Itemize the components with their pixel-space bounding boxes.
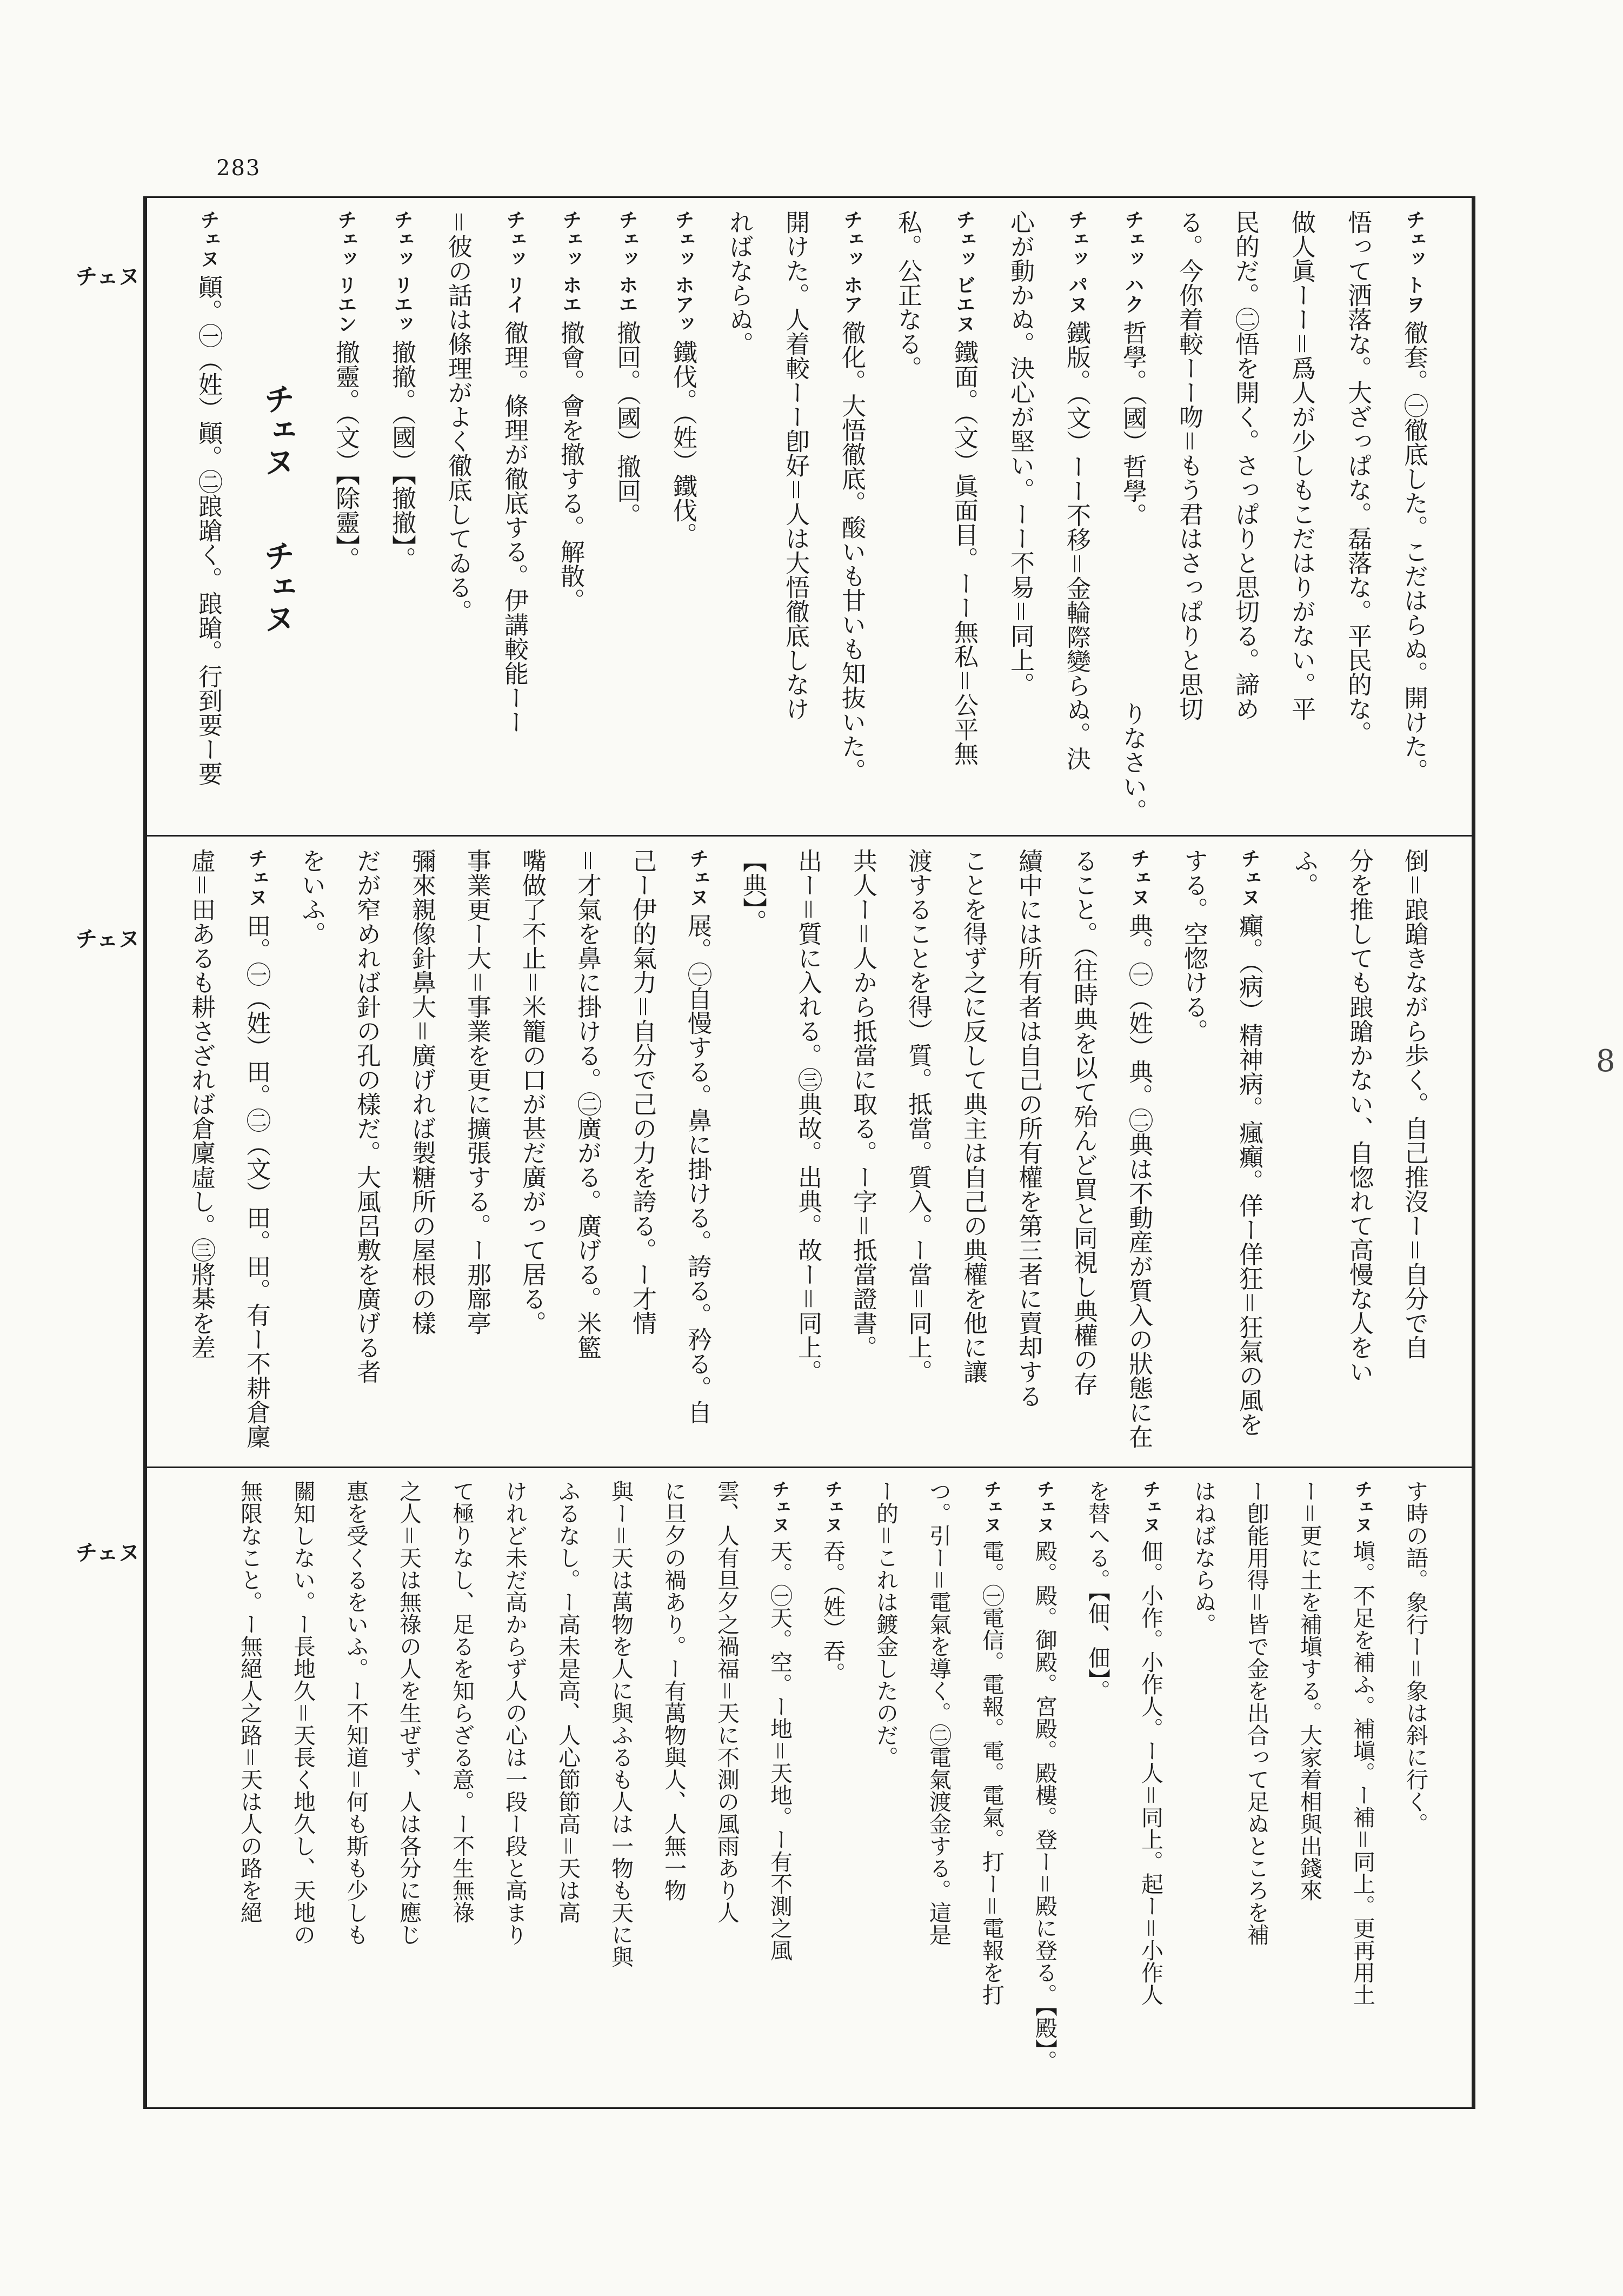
entry-headword: チェヌ bbox=[197, 210, 219, 268]
text-column bbox=[430, 210, 486, 830]
entry-text: ふ。 bbox=[1290, 848, 1319, 897]
entry-column bbox=[1048, 210, 1105, 830]
page-frame bbox=[143, 196, 1475, 2109]
entry-text: 徹理。條理が徹底する。伊講較能ーー bbox=[500, 320, 529, 734]
entry-text: 佃。小作。小作人。ー人＝同上。起ー＝小作人 bbox=[1138, 1540, 1163, 2006]
entry-text: 癲。（病）精神病。瘋癲。佯ー佯狂＝狂氣の風を bbox=[1235, 913, 1263, 1437]
entry-text: 鐵伐。（姓）鐵伐。 bbox=[669, 340, 697, 547]
entry-headword: チェヌ bbox=[1034, 1480, 1055, 1534]
text-column bbox=[504, 848, 560, 1461]
text-column bbox=[992, 210, 1048, 830]
text-column bbox=[541, 1480, 594, 2102]
text-column bbox=[880, 210, 936, 830]
adjacent-page-fragment: 8 bbox=[1596, 1044, 1615, 1079]
entry-text: 己ー伊的氣力＝自分で己の力を誇る。ー才情 bbox=[628, 848, 657, 1336]
entry-column bbox=[670, 848, 725, 1461]
page-number: 283 bbox=[216, 156, 261, 181]
entry-column bbox=[655, 210, 711, 830]
entry-text: 心が動かぬ。決心が堅い。ーー不易＝同上。 bbox=[1006, 210, 1035, 697]
entry-column bbox=[936, 210, 992, 830]
entry-text: 惠を受くるをいふ。ー不知道＝何も斯も少しも bbox=[343, 1480, 369, 1946]
entry-text: 彌來親像針鼻大＝廣げれば製糖所の屋根の樣 bbox=[408, 848, 436, 1336]
text-column bbox=[329, 1480, 382, 2102]
entry-text: る。今你着較ーー吻＝もう君はさっぱりと思切 bbox=[1175, 210, 1203, 721]
entry-text: はねばならぬ。 bbox=[1190, 1480, 1216, 1635]
entry-headword: チェッ ハク bbox=[1122, 210, 1144, 314]
text-column bbox=[859, 1480, 912, 2102]
text-column bbox=[1056, 848, 1111, 1461]
text-column bbox=[912, 1480, 965, 2102]
entry-column bbox=[1105, 210, 1161, 830]
text-column bbox=[1283, 1480, 1336, 2102]
entry-column bbox=[806, 1480, 859, 2102]
entry-headword: チェッ ホエ bbox=[616, 210, 638, 314]
entry-text: 徹化。大悟徹底。酸いも甘いも知抜いた。 bbox=[837, 320, 866, 783]
text-column bbox=[594, 1480, 647, 2102]
text-column bbox=[1217, 210, 1273, 830]
entry-column bbox=[753, 1480, 806, 2102]
entry-text: 撤回。（國）撤回。 bbox=[613, 320, 641, 528]
text-column bbox=[284, 848, 339, 1461]
entry-headword: チェヌ bbox=[1352, 1480, 1373, 1534]
entry-text: 徹套。㊀徹底した。こだはらぬ。開けた。 bbox=[1400, 320, 1428, 783]
text-column bbox=[174, 848, 229, 1461]
text-column bbox=[890, 848, 946, 1461]
text-column bbox=[1389, 1480, 1442, 2102]
entry-text: つ。引ー＝電氣を導く。㊁電氣渡金する。這是 bbox=[926, 1480, 952, 1946]
entry-text: 私。公正なる。 bbox=[894, 210, 922, 380]
text-column bbox=[1166, 848, 1221, 1461]
entry-text: 【典】。 bbox=[739, 848, 767, 934]
margin-label-middle: チェヌ bbox=[76, 927, 140, 952]
entry-text: 事業更ー大＝事業を更に擴張する。ー那廍亭 bbox=[463, 848, 491, 1336]
text-column bbox=[223, 1480, 276, 2102]
text-column bbox=[1161, 210, 1217, 830]
entry-column bbox=[1124, 1480, 1177, 2102]
text-column bbox=[394, 848, 449, 1461]
entry-column bbox=[486, 210, 542, 830]
entry-text: をいふ。 bbox=[297, 848, 326, 946]
entry-text: 之人＝天は無祿の人を生ぜず、人は各分に應じ bbox=[396, 1480, 422, 1946]
entry-text: 民的だ。㊁悟を開く。さっぱりと思切る。諦め bbox=[1231, 210, 1260, 721]
entry-headword: チェッ ホエ bbox=[560, 210, 582, 314]
text-column bbox=[767, 210, 823, 830]
entry-text-continuation: りなさい。 bbox=[1119, 701, 1147, 823]
entry-column bbox=[1221, 848, 1276, 1461]
entry-column bbox=[965, 1480, 1018, 2102]
entry-text: 無限なこと。ー無絕人之路＝天は人の路を絕 bbox=[237, 1480, 263, 1923]
entry-text: 與ー＝天は萬物を人に與ふるも人は一物も天に與 bbox=[608, 1480, 634, 1968]
entry-text: を替へる。【佃、佃】。 bbox=[1085, 1480, 1110, 1702]
text-column bbox=[700, 1480, 753, 2102]
text-column bbox=[1177, 1480, 1230, 2102]
entry-text: 出ー＝質に入れる。㊂典故。出典。故ー＝同上。 bbox=[794, 848, 822, 1384]
entry-column bbox=[374, 210, 430, 830]
entry-headword: チェッ ホア bbox=[841, 210, 863, 314]
entry-column bbox=[229, 848, 284, 1461]
dictionary-tier-middle bbox=[147, 837, 1472, 1468]
entry-headword: チェヌ bbox=[1140, 1480, 1161, 1534]
text-column bbox=[1071, 1480, 1124, 2102]
text-column bbox=[1230, 1480, 1283, 2102]
entry-column bbox=[598, 210, 655, 830]
entry-text: 撤靈。（文）【除靈】。 bbox=[331, 340, 360, 572]
entry-text: 做人眞ーー＝爲人が少しもこだはりがない。平 bbox=[1287, 210, 1316, 721]
entry-headword: チェッ リイ bbox=[503, 210, 526, 314]
entry-text: 鐵面。（文）眞面目。ーー無私＝公平無 bbox=[950, 340, 979, 766]
entry-text: 天。㊀天。空。ー地＝天地。ー有不測之風 bbox=[767, 1540, 793, 1961]
text-column bbox=[835, 848, 890, 1461]
entry-text: ふるなし。ー高未是高、人心節節高＝天は高 bbox=[555, 1480, 581, 1923]
text-column bbox=[488, 1480, 541, 2102]
entry-text: ること。（往時典を以て殆んど買と同視し典權の存 bbox=[1069, 848, 1098, 1396]
entry-headword: チェッ ホアッ bbox=[672, 210, 694, 334]
entry-headword: チェヌ bbox=[981, 1480, 1002, 1534]
entry-text: 展。㊀自慢する。鼻に掛ける。誇る。矜る。自 bbox=[683, 913, 712, 1424]
entry-column bbox=[1018, 1480, 1071, 2102]
entry-text: ー卽能用得＝皆で金を出合って足ぬところを補 bbox=[1243, 1480, 1269, 1946]
text-column bbox=[1001, 848, 1056, 1461]
entry-column bbox=[180, 210, 236, 830]
entry-headword: チェッ リエッ bbox=[391, 210, 413, 334]
entry-headword: チェッ パヌ bbox=[1066, 210, 1088, 314]
text-column bbox=[1276, 848, 1332, 1461]
entry-text: ＝才氣を鼻に掛ける。㊁廣がる。廣げる。米籃 bbox=[573, 848, 602, 1360]
entry-headword: チェヌ bbox=[769, 1480, 790, 1534]
entry-text: ことを得ず之に反して典主は自己の典權を他に讓 bbox=[959, 848, 988, 1384]
entry-text: 殿。殿。御殿。宮殿。殿樓。登ー＝殿に登る。【殿】。 bbox=[1032, 1540, 1057, 2072]
text-column bbox=[1329, 210, 1386, 830]
entry-text: 塡。不足を補ふ。補塡。ー補＝同上。更再用土 bbox=[1349, 1540, 1375, 2006]
entry-column bbox=[1386, 210, 1442, 830]
text-column bbox=[780, 848, 835, 1461]
entry-text: す時の語。象行ー＝象は斜に行く。 bbox=[1402, 1480, 1428, 1835]
entry-text: ー＝更に土を補塡する。大家着相與出錢來 bbox=[1296, 1480, 1322, 1901]
entry-text: ＝彼の話は條理がよく徹底してゐる。 bbox=[444, 210, 473, 624]
entry-column bbox=[823, 210, 880, 830]
entry-text: 典。㊀（姓）典。㊁典は不動産が質入の狀態に在 bbox=[1125, 913, 1153, 1449]
entry-text: 雲、人有旦夕之禍福＝天に不測の風雨あり人 bbox=[714, 1480, 740, 1923]
entry-text: 撤會。會を撤する。解散。 bbox=[556, 320, 585, 613]
entry-text: 嘴做了不止＝米籠の口が甚だ廣がって居る。 bbox=[518, 848, 547, 1336]
text-column bbox=[382, 1480, 435, 2102]
text-column bbox=[339, 848, 394, 1461]
text-column bbox=[946, 848, 1001, 1461]
entry-text: する。空惚ける。 bbox=[1180, 848, 1208, 1043]
entry-headword: チェヌ bbox=[1128, 848, 1150, 907]
entry-headword: チェッ ビエヌ bbox=[953, 210, 975, 334]
entry-column bbox=[1336, 1480, 1389, 2102]
entry-column bbox=[317, 210, 374, 830]
text-column bbox=[1273, 210, 1329, 830]
entry-text: 電。㊀電信。電報。電。電氣。打ー＝電報を打 bbox=[979, 1540, 1005, 2006]
entry-text: 撤撤。（國）【撤撤】。 bbox=[388, 340, 416, 572]
entry-headword: チェッ トヲ bbox=[1403, 210, 1425, 314]
entry-headword: チェヌ bbox=[687, 848, 709, 907]
entry-column bbox=[542, 210, 598, 830]
text-column bbox=[560, 848, 615, 1461]
entry-headword: チェッ リエン bbox=[335, 210, 357, 334]
text-column bbox=[725, 848, 780, 1461]
text-column bbox=[1332, 848, 1387, 1461]
text-column bbox=[276, 1480, 329, 2102]
entry-text: 鐵版。（文）ーー不移＝金輪際變らぬ。決 bbox=[1062, 320, 1091, 771]
text-column bbox=[1387, 848, 1442, 1461]
entry-text: 吞。（姓）吞。 bbox=[820, 1540, 846, 1684]
text-column bbox=[711, 210, 767, 830]
entry-text: だが窄めれば針の孔の樣だ。大風呂敷を廣げる者 bbox=[352, 848, 381, 1384]
entry-column bbox=[1111, 848, 1166, 1461]
entry-text: ー的＝これは鍍金したのだ。 bbox=[873, 1480, 899, 1768]
entry-text: 渡することを得）質。抵當。質入。ー當＝同上。 bbox=[904, 848, 933, 1384]
entry-text: に旦夕の禍あり。ー有萬物與人、人無一物 bbox=[661, 1480, 687, 1901]
entry-text: 顚。㊀（姓）顚。㊁踉蹌く。踉蹌。行到要ー要 bbox=[194, 275, 223, 786]
entry-text: 開けた。人着較ーー卽好＝人は大悟徹底しなけ bbox=[781, 210, 810, 721]
entry-text: て極りなし、足るを知らざる意。ー不生無祿 bbox=[449, 1480, 475, 1923]
dictionary-tier-bottom bbox=[147, 1468, 1472, 2107]
text-column bbox=[435, 1480, 488, 2102]
entry-text: 哲學。（國）哲學。 bbox=[1119, 320, 1147, 528]
section-heading-column: チェヌ チェヌ bbox=[258, 383, 295, 634]
entry-text: けれど未だ高からず人の心は一段ー段と高まり bbox=[502, 1480, 528, 1946]
margin-label-bottom: チェヌ bbox=[76, 1541, 140, 1565]
entry-text: 悟って洒落な。大ざっぱな。磊落な。平民的な。 bbox=[1343, 210, 1372, 745]
text-column bbox=[647, 1480, 700, 2102]
entry-text: 分を推しても踉蹌かない、自惚れて高慢な人をい bbox=[1345, 848, 1374, 1384]
entry-text: 虛＝田あるも耕さざれば倉廩虛し。㊂將棊を差 bbox=[187, 848, 216, 1360]
entry-text: 田。㊀（姓）田。㊁（文）田。田。有ー不耕倉廩 bbox=[242, 913, 271, 1449]
entry-headword: チェヌ bbox=[1238, 848, 1260, 907]
entry-headword: チェヌ bbox=[822, 1480, 843, 1534]
entry-text: 關知しない。ー長地久＝天長く地久し、天地の bbox=[290, 1480, 316, 1946]
entry-headword: チェヌ bbox=[245, 848, 268, 907]
text-column bbox=[615, 848, 670, 1461]
text-column bbox=[449, 848, 504, 1461]
margin-label-top: チェヌ bbox=[76, 264, 140, 289]
entry-text: 倒＝踉蹌きながら歩く。自己推沒ー＝自分で自 bbox=[1400, 848, 1429, 1360]
entry-text: 續中には所有者は自己の所有權を第三者に賣却する bbox=[1014, 848, 1043, 1408]
entry-text: ればならぬ。 bbox=[725, 210, 754, 356]
dictionary-tier-top bbox=[147, 198, 1472, 837]
entry-text: 共人ー＝人から抵當に取る。ー字＝抵當證書。 bbox=[849, 848, 877, 1360]
